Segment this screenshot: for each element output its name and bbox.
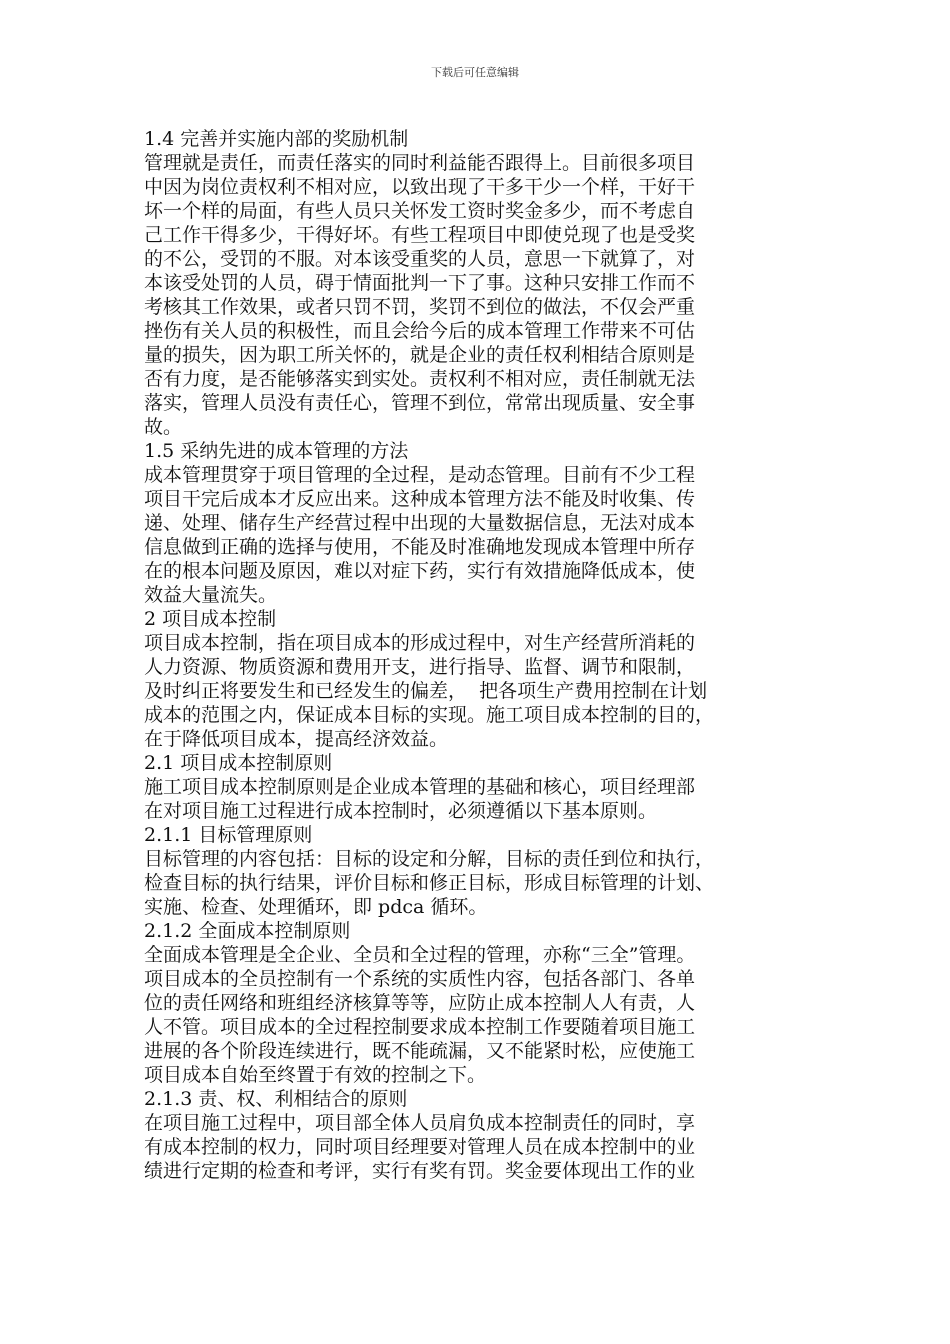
text-line: 中因为岗位责权利不相对应，以致出现了干多干少一个样，干好干 <box>144 176 696 198</box>
heading-2-1: 2.1 项目成本控制原则 <box>144 752 333 774</box>
heading-2-1-1: 2.1.1 目标管理原则 <box>144 824 313 846</box>
text-line: 及时纠正将要发生和已经发生的偏差， 把各项生产费用控制在计划 <box>144 680 708 702</box>
text-line: 项目成本自始至终置于有效的控制之下。 <box>144 1064 487 1086</box>
heading-1-5: 1.5 采纳先进的成本管理的方法 <box>144 440 409 462</box>
text-line: 故。 <box>144 416 183 438</box>
text-line: 实施、检查、处理循环，即 pdca 循环。 <box>144 896 488 918</box>
text-line: 落实，管理人员没有责任心，管理不到位，常常出现质量、安全事 <box>144 392 696 414</box>
text-line: 信息做到正确的选择与使用，不能及时准确地发现成本管理中所存 <box>144 536 696 558</box>
heading-2-1-3: 2.1.3 责、权、利相结合的原则 <box>144 1088 408 1110</box>
text-line: 人不管。项目成本的全过程控制要求成本控制工作要随着项目施工 <box>144 1016 696 1038</box>
text-line: 的不公，受罚的不服。对本该受重奖的人员，意思一下就算了，对 <box>144 248 696 270</box>
heading-2: 2 项目成本控制 <box>144 608 277 630</box>
text-line: 坏一个样的局面，有些人员只关怀发工资时奖金多少，而不考虑自 <box>144 200 696 222</box>
text-line: 项目成本的全员控制有一个系统的实质性内容，包括各部门、各单 <box>144 968 696 990</box>
text-line: 在对项目施工过程进行成本控制时，必须遵循以下基本原则。 <box>144 800 658 822</box>
heading-2-1-2: 2.1.2 全面成本控制原则 <box>144 920 351 942</box>
text-line: 人力资源、物质资源和费用开支，进行指导、监督、调节和限制， <box>144 656 696 678</box>
text-line: 效益大量流失。 <box>144 584 278 606</box>
text-line: 施工项目成本控制原则是企业成本管理的基础和核心，项目经理部 <box>144 776 696 798</box>
text-line: 成本管理贯穿于项目管理的全过程，是动态管理。目前有不少工程 <box>144 464 696 486</box>
text-line: 进展的各个阶段连续进行，既不能疏漏，又不能紧时松，应使施工 <box>144 1040 696 1062</box>
text-line: 在项目施工过程中，项目部全体人员肩负成本控制责任的同时，享 <box>144 1112 696 1134</box>
document-body <box>144 127 816 1183</box>
text-line: 绩进行定期的检查和考评，实行有奖有罚。奖金要体现出工作的业 <box>144 1160 696 1182</box>
heading-1-4: 1.4 完善并实施内部的奖励机制 <box>144 128 409 150</box>
text-line: 递、处理、储存生产经营过程中出现的大量数据信息，无法对成本 <box>144 512 696 534</box>
text-line: 成本的范围之内，保证成本目标的实现。施工项目成本控制的目的， <box>144 704 715 726</box>
text-line: 挫伤有关人员的积极性，而且会给今后的成本管理工作带来不可估 <box>144 320 696 342</box>
text-line: 项目干完后成本才反应出来。这种成本管理方法不能及时收集、传 <box>144 488 696 510</box>
text-line: 项目成本控制，指在项目成本的形成过程中，对生产经营所消耗的 <box>144 632 696 654</box>
text-line: 己工作干得多少，干得好坏。有些工程项目中即使兑现了也是受奖 <box>144 224 696 246</box>
text-line: 在的根本问题及原因，难以对症下药，实行有效措施降低成本，使 <box>144 560 696 582</box>
text-line: 量的损失，因为职工所关怀的，就是企业的责任权利相结合原则是 <box>144 344 696 366</box>
text-line: 检查目标的执行结果，评价目标和修正目标，形成目标管理的计划、 <box>144 872 715 894</box>
text-line: 否有力度，是否能够落实到实处。责权利不相对应，责任制就无法 <box>144 368 696 390</box>
text-line: 在于降低项目成本，提高经济效益。 <box>144 728 449 750</box>
text-line: 本该受处罚的人员，碍于情面批判一下了事。这种只安排工作而不 <box>144 272 696 294</box>
page-header: 下载后可任意编辑 <box>431 66 519 79</box>
text-line: 管理就是责任，而责任落实的同时利益能否跟得上。目前很多项目 <box>144 152 696 174</box>
text-line: 位的责任网络和班组经济核算等等，应防止成本控制人人有责，人 <box>144 992 696 1014</box>
text-line: 考核其工作效果，或者只罚不罚，奖罚不到位的做法，不仅会严重 <box>144 296 696 318</box>
text-line: 有成本控制的权力，同时项目经理要对管理人员在成本控制中的业 <box>144 1136 696 1158</box>
text-line: 目标管理的内容包括：目标的设定和分解，目标的责任到位和执行， <box>144 848 715 870</box>
text-line: 全面成本管理是全企业、全员和全过程的管理，亦称“三全”管理。 <box>144 944 696 966</box>
